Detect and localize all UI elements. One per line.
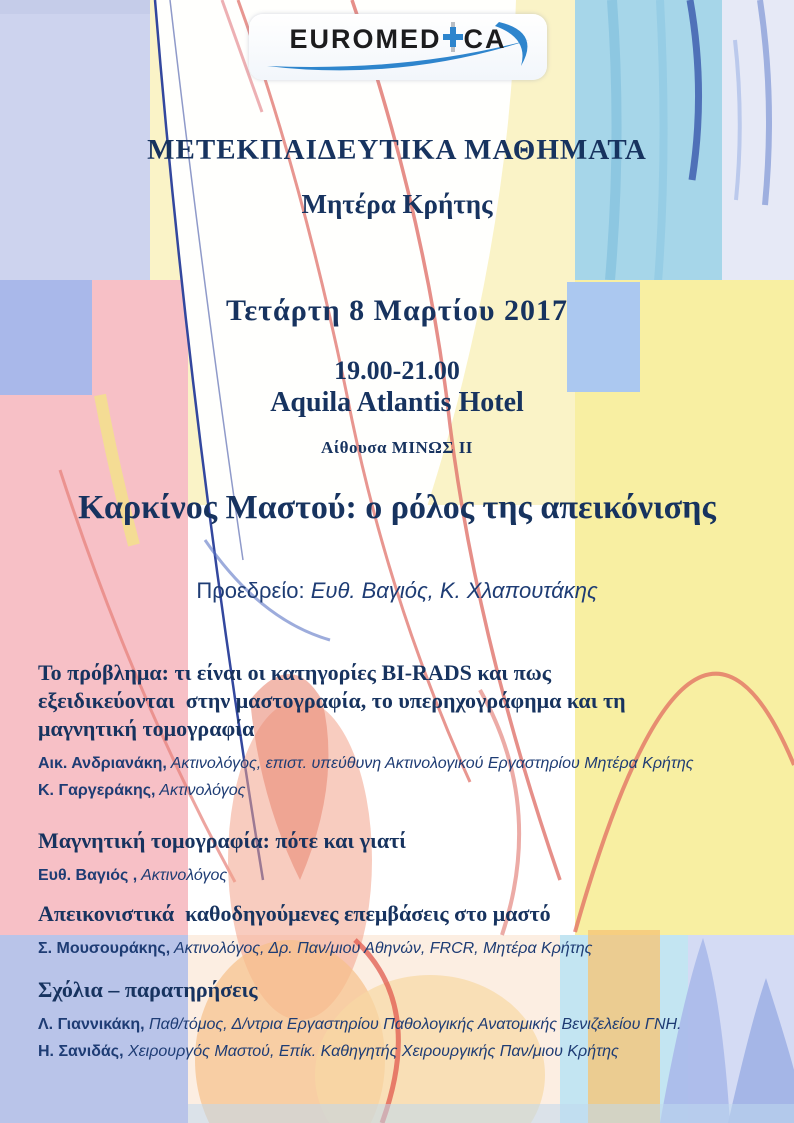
event-date: Τετάρτη 8 Μαρτίου 2017: [226, 294, 568, 327]
logo-text-right: CA: [463, 24, 507, 54]
session-title: εξειδικεύονται στην μαστογραφία, το υπερηχογράφημα και τη: [38, 688, 626, 713]
speaker-role: Παθ/τόμος, Δ/ντρια Εργαστηρίου Παθολογικής Ανατομικής Βενιζελείου ΓΝΗ.: [144, 1016, 682, 1033]
speaker-role: Ακτινολόγος, επιστ. υπεύθυνη Ακτινολογικού Εργαστηρίου Μητέρα Κρήτης: [166, 755, 694, 772]
chairs-names: Ευθ. Βαγιός, Κ. Χλαπουτάκης: [310, 578, 598, 603]
speaker-name: Η. Σανιδάς,: [38, 1043, 124, 1060]
logo-text-left: EUROMED: [289, 24, 442, 54]
session-title: Το πρόβλημα: τι είναι οι κατηγορίες BI-RADS και πως: [38, 660, 552, 685]
course-series-subtitle: Μητέρα Κρήτης: [301, 189, 493, 219]
speaker-line: [38, 750, 758, 777]
speaker-line: [38, 777, 758, 804]
program-sessions: [38, 659, 758, 1065]
speaker-role: Ακτινολόγος, Δρ. Παν/μιου Αθηνών, FRCR, Μητέρα Κρήτης: [170, 940, 593, 957]
event-venue: Aquila Atlantis Hotel: [270, 387, 524, 418]
speaker-role: Ακτινολόγος: [155, 782, 246, 799]
speaker-line: [38, 862, 758, 889]
session-1: [38, 659, 758, 804]
speaker-name: Αικ. Ανδριανάκη,: [38, 755, 167, 772]
session-speakers: [38, 935, 758, 962]
session-title: μαγνητική τομογραφία: [38, 716, 255, 741]
course-series-title: ΜΕΤΕΚΠΑΙΔΕΥΤΙΚΑ ΜΑΘΗΜΑΤΑ: [147, 134, 647, 166]
speaker-line: [38, 1011, 758, 1038]
speaker-line: [38, 1038, 758, 1065]
speaker-name: Ευθ. Βαγιός ,: [38, 867, 138, 884]
euromedica-logo: [249, 14, 547, 80]
session-speakers: [38, 1011, 758, 1065]
session-3: [38, 900, 758, 962]
session-title: Μαγνητική τομογραφία: πότε και γιατί: [38, 828, 407, 853]
speaker-role: Χειρουργός Μαστού, Επίκ. Καθηγητής Χειρουργικής Παν/μιου Κρήτης: [123, 1043, 619, 1060]
speaker-line: [38, 935, 758, 962]
session-title: Απεικονιστικά καθοδηγούμενες επεμβάσεις στο μαστό: [38, 901, 551, 926]
event-time: 19.00-21.00: [334, 356, 460, 385]
logo-wordmark: [249, 22, 547, 55]
chairs-line: [0, 578, 794, 604]
speaker-name: Σ. Μουσουράκης,: [38, 940, 171, 957]
session-title: Σχόλια – παρατηρήσεις: [38, 977, 258, 1002]
logo-plus-icon: [442, 22, 464, 52]
speaker-name: Κ. Γαργεράκης,: [38, 782, 156, 799]
session-2: [38, 827, 758, 889]
event-main-title: Καρκίνος Μαστού: ο ρόλος της απεικόνισης: [78, 489, 716, 526]
session-4: [38, 976, 758, 1065]
event-room: Αίθουσα ΜΙΝΩΣ II: [321, 438, 473, 457]
chairs-label: Προεδρείο:: [196, 578, 311, 603]
session-speakers: [38, 862, 758, 889]
speaker-name: Λ. Γιαννικάκη,: [38, 1016, 145, 1033]
speaker-role: Ακτινολόγος: [137, 867, 228, 884]
session-speakers: [38, 750, 758, 804]
